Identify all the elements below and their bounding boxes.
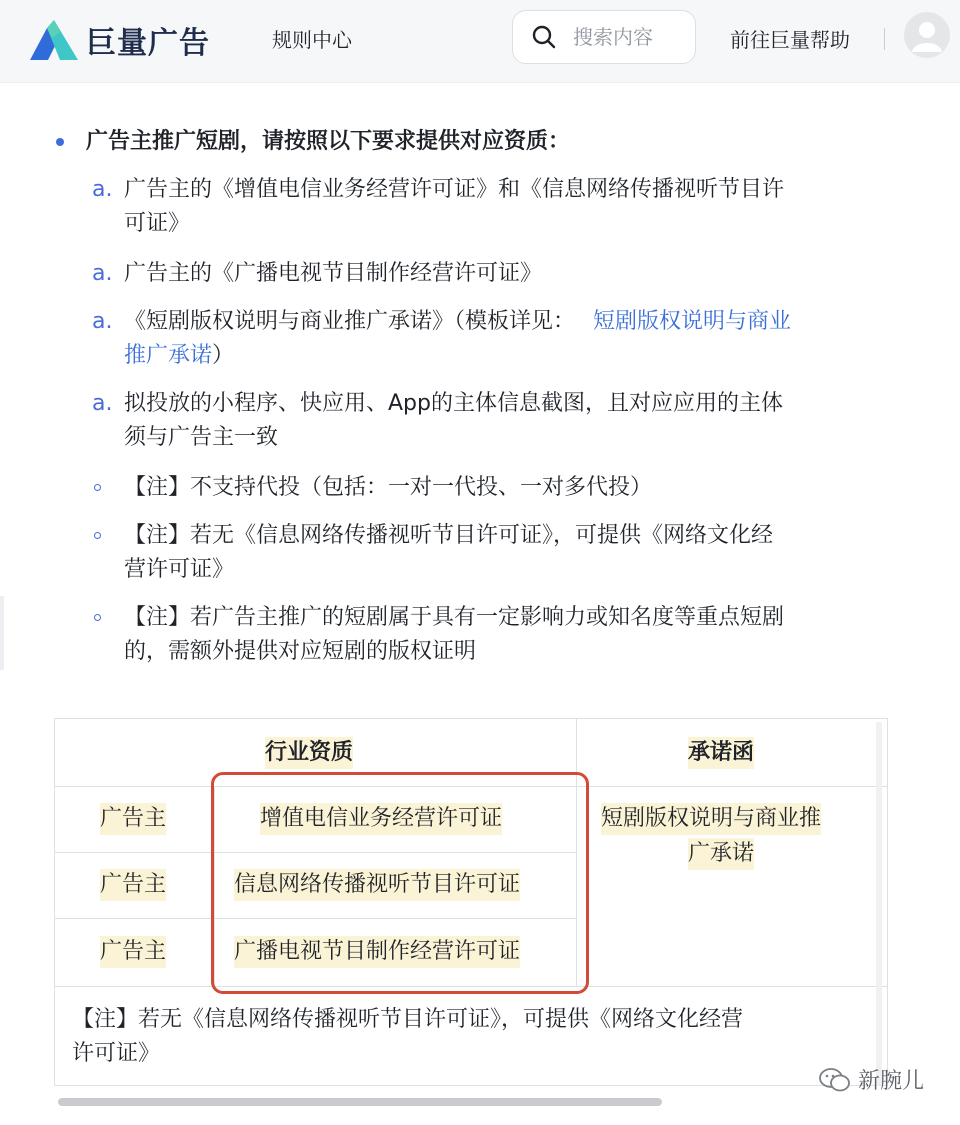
template-link[interactable]: 短剧版权说明与商业	[593, 309, 792, 334]
table-vertical-scrollbar[interactable]	[876, 722, 882, 1086]
left-edge-handle	[0, 596, 4, 670]
note-text: 【注】若无《信息网络传播视听节目许可证》，可提供《网络文化经	[124, 523, 774, 548]
note-text: 营许可证》	[124, 557, 235, 582]
section-heading: 广告主推广短剧，请按照以下要求提供对应资质：	[86, 129, 571, 154]
list-item-text: 拟投放的小程序、快应用、App的主体信息截图，且对应应用的主体	[124, 391, 783, 416]
search-box[interactable]	[512, 10, 696, 64]
list-item-text	[124, 340, 234, 372]
sub-bullet-circle	[94, 614, 101, 621]
logo-mark-icon	[30, 20, 78, 60]
watermark-text: 新腕儿	[858, 1069, 925, 1094]
watermark	[818, 1064, 924, 1095]
table-cell-promise: 短剧版权说明与商业推	[601, 803, 821, 835]
user-icon	[904, 12, 950, 58]
note-text: 的，需额外提供对应短剧的版权证明	[124, 639, 477, 664]
sub-bullet-circle	[94, 484, 101, 491]
list-marker: a.	[92, 309, 113, 334]
note-text: 【注】不支持代投（包括：一对一代投、一对多代投）	[124, 475, 653, 500]
list-item-text: 须与广告主一致	[124, 425, 279, 450]
nav-divider	[884, 28, 885, 50]
note-text: 【注】若广告主推广的短剧属于具有一定影响力或知名度等重点短剧	[124, 605, 785, 630]
table-footer-note: 许可证》	[72, 1041, 161, 1066]
user-avatar[interactable]	[904, 12, 950, 58]
table-header-industry: 行业资质	[265, 737, 353, 769]
list-item-text: 广告主的《增值电信业务经营许可证》和《信息网络传播视听节目许	[124, 177, 785, 202]
nav-rules-center[interactable]: 规则中心	[272, 28, 352, 52]
table-cell-subject: 广告主	[100, 869, 166, 901]
table-footer-note: 【注】若无《信息网络传播视听节目许可证》，可提供《网络文化经营	[72, 1007, 744, 1032]
template-link-continued[interactable]: 推广承诺	[124, 343, 213, 368]
list-marker: a.	[92, 391, 113, 416]
table-header-promise: 承诺函	[688, 737, 754, 769]
annotation-highlight-box	[211, 772, 589, 994]
closing-paren: ）	[212, 343, 235, 368]
list-item-text-part: 《短剧版权说明与商业推广承诺》（模板详见：	[124, 309, 576, 334]
table-horizontal-scrollbar[interactable]	[58, 1098, 662, 1106]
search-icon	[531, 24, 557, 50]
search-input[interactable]	[571, 24, 685, 50]
top-navigation-bar	[0, 0, 960, 83]
sub-bullet-circle	[94, 532, 101, 539]
table-cell-license: 信息网络传播视听节目许可证	[234, 869, 520, 901]
help-center-link[interactable]: 前往巨量帮助	[730, 28, 850, 52]
list-marker: a.	[92, 261, 113, 286]
table-cell-license: 增值电信业务经营许可证	[260, 803, 502, 835]
logo-text: 巨量广告	[86, 26, 210, 61]
table-cell-license: 广播电视节目制作经营许可证	[234, 936, 520, 968]
table-cell-subject: 广告主	[100, 936, 166, 968]
list-marker: a.	[92, 177, 113, 202]
table-cell-promise: 广承诺	[688, 838, 754, 870]
list-item-text: 广告主的《广播电视节目制作经营许可证》	[124, 261, 543, 286]
wechat-icon	[818, 1066, 852, 1094]
table-cell-subject: 广告主	[100, 803, 166, 835]
bullet-dot	[56, 138, 64, 146]
list-item-text: 可证》	[124, 211, 191, 236]
brand-logo[interactable]	[30, 18, 210, 62]
list-item-text	[124, 306, 791, 338]
